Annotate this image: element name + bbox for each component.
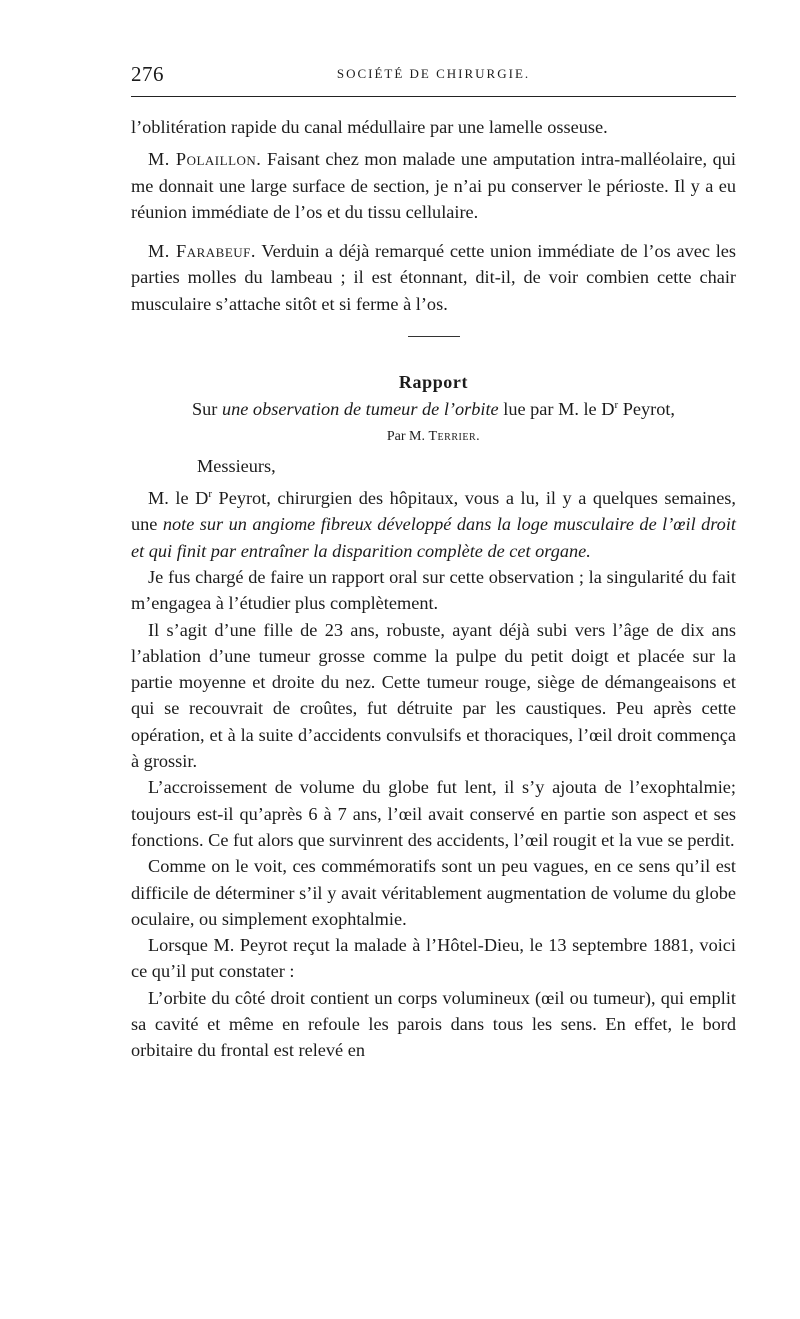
- salutation: Messieurs,: [197, 456, 276, 477]
- running-head: [131, 60, 736, 90]
- author-name: Terrier.: [428, 429, 481, 445]
- rapport-paragraph-5: Comme on le voit, ces commémoratifs sont un peu vagues, en ce sens qu’il est difficile de déterminer s’il y avait véritablement augmentation de volume du globe oculaire, ou simplement exophtalmie.: [131, 856, 736, 929]
- running-title: SOCIÉTÉ DE CHIRURGIE.: [336, 66, 531, 81]
- rapport-paragraph-6: Lorsque M. Peyrot reçut la malade à l’Hôtel-Dieu, le 13 septembre 1881, voici ce qu’il put constater :: [131, 935, 736, 982]
- rapport-paragraph-2: Je fus chargé de faire un rapport oral sur cette observation ; la singularité du fait m’engagea à l’étudier plus complètement.: [131, 566, 736, 614]
- para-italic: note sur un angiome fibreux développé dans la loge musculaire de l’œil droit et qui finit par entraîner la disparition complète de cet organe.: [131, 514, 736, 561]
- subtitle-suffix: lue par M. le D: [503, 399, 615, 420]
- speaker-remark: Verduin a déjà remarqué cette union immédiate de l’os avec les parties molles du lambeau ; il est étonnant, dit-il, de voir combien cette chair musculaire s’attache sitôt et si ferme à l’os.: [131, 241, 737, 314]
- subtitle-superscript: r: [614, 398, 619, 411]
- para-text: Peyrot, chirurgien des hôpitaux, vous a lu, il y a quelques semaines, une: [131, 488, 736, 535]
- section-separator: [408, 336, 460, 337]
- rapport-paragraph-1: [131, 485, 736, 564]
- rapport-subtitle: [131, 399, 736, 420]
- book-page: [131, 60, 736, 1064]
- rapport-body: [131, 485, 736, 1064]
- speaker-remark: Faisant chez mon malade une amputation intra-malléolaire, qui me donnait une large surface de section, je n’ai pu conserver le périoste. Il y a eu réunion immédiate de l’os et du tissu cellulaire.: [131, 149, 737, 222]
- rapport-title: Rapport: [398, 372, 469, 393]
- speaker-name: M. Farabeuf.: [148, 241, 256, 262]
- discussion-paragraph-polaillon: [131, 146, 736, 225]
- discussion-paragraph-farabeuf: [131, 238, 736, 317]
- author-prefix: Par M.: [386, 429, 425, 445]
- rapport-author: [131, 429, 736, 445]
- page-number: 276: [131, 62, 164, 86]
- rapport-paragraph-3: Il s’agit d’une fille de 23 ans, robuste, ayant déjà subi vers l’âge de dix ans l’ablation d’une tumeur grosse comme la pulpe du petit doigt et placée sur la partie moyenne et droite du nez. Cette tumeur rouge, siège de démangeaisons et qui se recouvrait de croûtes, fut détruite par les caustiques. Peu après cette opération, et à la suite d’accidents convulsifs et thoraciques, l’œil droit commença à grossir.: [131, 619, 736, 772]
- speaker-name: M. Polaillon.: [148, 149, 262, 170]
- subtitle-name: Peyrot,: [622, 399, 675, 420]
- header-rule: [131, 96, 736, 97]
- subtitle-prefix: Sur: [191, 399, 218, 420]
- rapport-paragraph-7: L’orbite du côté droit contient un corps volumineux (œil ou tumeur), qui emplit sa cavité et même en refoule les parois dans tous les sens. En effet, le bord orbitaire du frontal est relevé en: [131, 987, 736, 1061]
- para-superscript: r: [208, 487, 212, 500]
- subtitle-italic: une observation de tumeur de l’orbite: [221, 399, 499, 420]
- rapport-paragraph-4: L’accroissement de volume du globe fut lent, il s’y ajouta de l’exophtalmie; toujours est-il qu’après 6 à 7 ans, l’œil avait conservé en partie son aspect et ses fonctions. Ce fut alors que survinrent des accidents, l’œil rougit et la vue se perdit.: [131, 777, 736, 850]
- para-text: M. le D: [148, 488, 209, 509]
- discussion-paragraph-1: l’oblitération rapide du canal médullaire par une lamelle osseuse.: [131, 117, 608, 137]
